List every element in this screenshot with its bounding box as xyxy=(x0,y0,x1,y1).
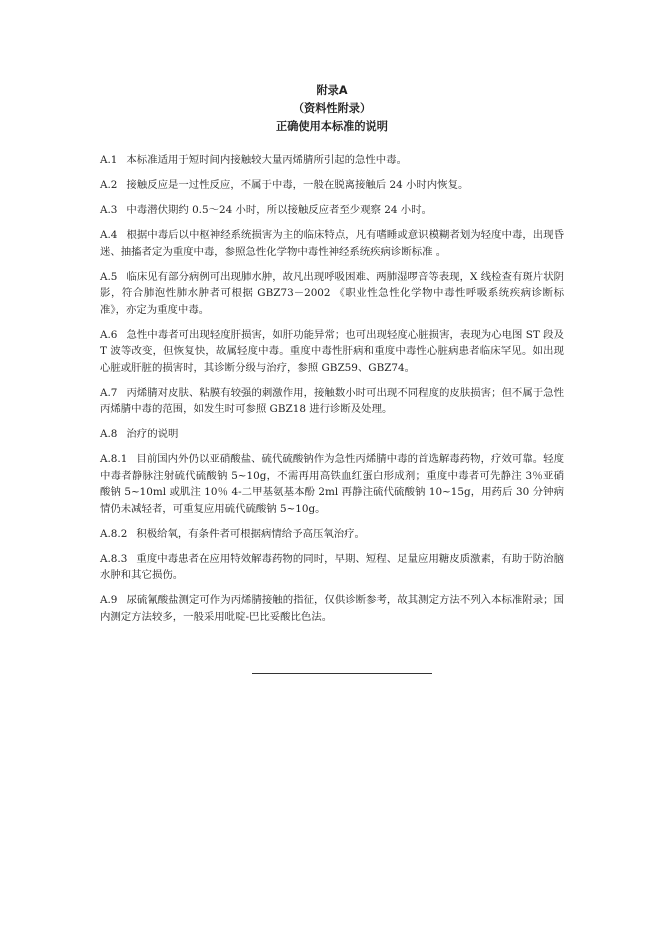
clause-text: 临床见有部分病例可出现肺水肿，故凡出现呼吸困难、两肺湿啰音等表现，X 线检查有斑片状阴影，符合肺泡性肺水肿者可根据 GBZ73－2002 《职业性急性化学物中毒性呼吸系统疾病诊断标准》，亦定为重度中毒。 xyxy=(100,270,564,316)
clause-a5 xyxy=(100,269,564,319)
clause-a8-3 xyxy=(100,551,564,584)
clause-a8-1 xyxy=(100,451,564,517)
clause-number: A.2 xyxy=(100,179,118,191)
clause-a8-2 xyxy=(100,526,564,543)
end-divider xyxy=(252,673,432,674)
clause-number: A.1 xyxy=(100,154,118,166)
clause-a9 xyxy=(100,592,564,625)
clause-number: A.3 xyxy=(100,204,118,216)
clause-a7 xyxy=(100,385,564,418)
clause-a6 xyxy=(100,327,564,377)
appendix-heading: 正确使用本标准的说明 xyxy=(276,120,388,133)
clause-text: 中毒潜伏期约 0.5～24 小时，所以接触反应者至少观察 24 小时。 xyxy=(126,204,432,216)
clause-text: 急性中毒者可出现轻度肝损害，如肝功能异常；也可出现轻度心脏损害，表现为心电图 ST 段及 T 波等改变，但恢复快，故属轻度中毒。重度中毒性肝病和重度中毒性心脏病患者临床罕见。如出现心脏或肝脏的损害时，其诊断分级与治疗，参照 GBZ59、GBZ74。 xyxy=(100,328,564,374)
clause-text: 治疗的说明 xyxy=(126,428,179,440)
clause-text: 丙烯腈对皮肤、粘膜有较强的刺激作用，接触数小时可出现不同程度的皮肤损害；但不属于急性丙烯腈中毒的范围，如发生时可参照 GBZ18 进行诊断及处理。 xyxy=(100,386,564,415)
clause-number: A.7 xyxy=(100,386,118,399)
clause-text: 本标准适用于短时间内接触较大量丙烯腈所引起的急性中毒。 xyxy=(126,154,407,166)
appendix-title-block xyxy=(100,82,564,136)
clause-a3 xyxy=(100,202,564,219)
clause-number: A.8.1 xyxy=(100,453,128,465)
clause-number: A.8.3 xyxy=(100,552,128,565)
clause-text: 积极给氧，有条件者可根据病情给予高压氧治疗。 xyxy=(136,527,365,540)
clause-number: A.9 xyxy=(100,594,118,606)
clause-text: 重度中毒患者在应用特效解毒药物的同时，早期、短程、足量应用糖皮质激素，有助于防治脑水肿和其它损伤。 xyxy=(100,552,564,581)
clause-text: 目前国内外仍以亚硝酸盐、硫代硫酸钠作为急性丙烯腈中毒的首选解毒药物，疗效可靠。轻度中毒者静脉注射硫代硫酸钠 5~10g，不需再用高铁血红蛋白形成剂；重度中毒者可先静注 3％亚硝酸钠 5~10ml 或肌注 10％ 4-二甲基氨基本酚 2ml 再静注硫代硫酸钠 10~15g，用药后 30 分钟病情仍未减轻者，可重复应用硫代硫酸钠 5~10g。 xyxy=(100,453,564,515)
clause-number: A.5 xyxy=(100,270,118,283)
clause-a2 xyxy=(100,177,564,194)
clause-number: A.4 xyxy=(100,229,118,241)
clause-text: 接触反应是一过性反应，不属于中毒，一般在脱离接触后 24 小时内恢复。 xyxy=(126,179,469,191)
document-page xyxy=(100,82,564,634)
clause-text: 尿硫氰酸盐测定可作为丙烯腈接触的指征，仅供诊断参考，故其测定方法不列入本标准附录；国内测定方法较多，一般采用吡啶-巴比妥酸比色法。 xyxy=(100,594,564,623)
clause-number: A.8 xyxy=(100,428,118,440)
clause-a4 xyxy=(100,227,564,260)
clause-number: A.6 xyxy=(100,328,118,341)
appendix-type: （资料性附录） xyxy=(292,102,372,115)
appendix-label: 附录A xyxy=(316,84,348,97)
clause-text: 根据中毒后以中枢神经系统损害为主的临床特点，凡有嗜睡或意识模糊者划为轻度中毒，出现昏迷、抽搐者定为重度中毒，参照急性化学物中毒性神经系统疾病诊断标准 。 xyxy=(100,229,564,258)
clause-number: A.8.2 xyxy=(100,527,128,540)
clause-a8 xyxy=(100,426,564,443)
clause-a1 xyxy=(100,152,564,169)
